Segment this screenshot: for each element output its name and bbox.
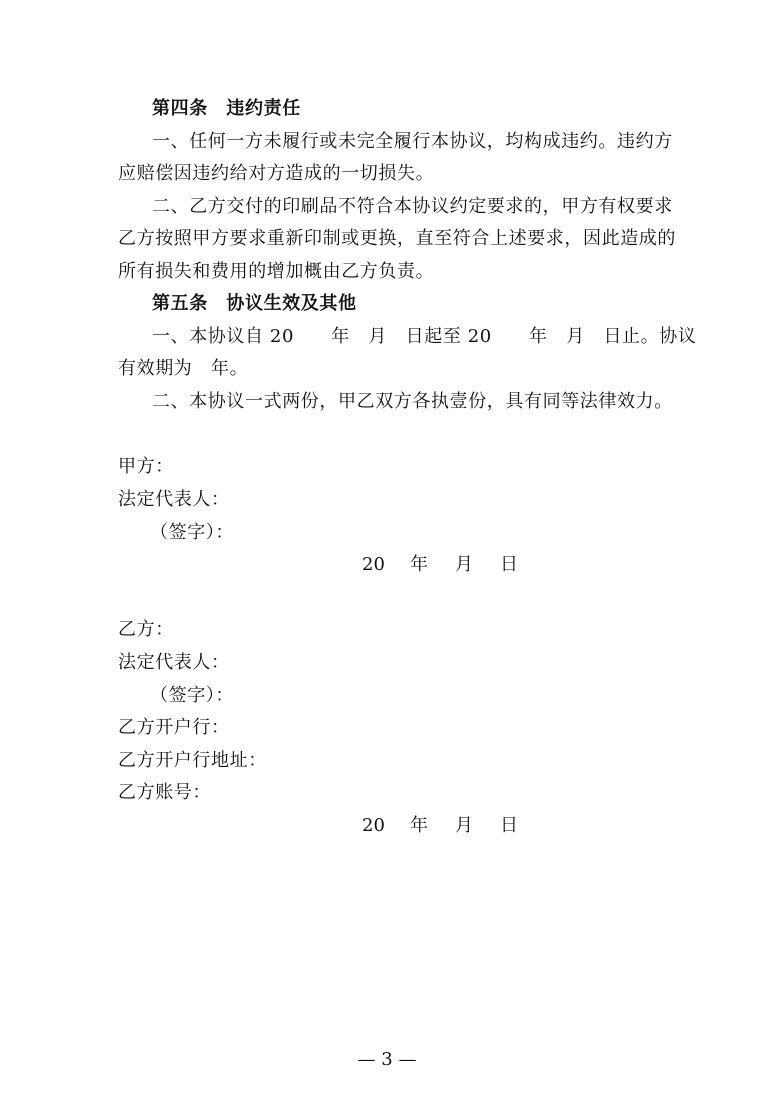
article4-title: 第四条 违约责任 bbox=[152, 98, 301, 119]
article4-p1-line2: 应赔偿因违约给对方造成的一切损失。 bbox=[118, 163, 435, 184]
article5-p2-line1: 二、本协议一式两份，甲乙双方各执壹份，具有同等法律效力。 bbox=[152, 391, 673, 412]
date-b-year: 年 bbox=[410, 815, 428, 836]
party-b-bank-label: 乙方开户行： bbox=[118, 717, 230, 738]
article4-p1-line1: 一、任何一方未履行或未完全履行本协议，均构成违约。违约方 bbox=[152, 131, 673, 152]
date-a-year: 年 bbox=[410, 554, 428, 575]
date-b-year-prefix: 20 bbox=[362, 815, 385, 836]
date-b-day: 日 bbox=[500, 815, 518, 836]
date-a-month: 月 bbox=[455, 554, 473, 575]
party-b-name-label: 乙方： bbox=[118, 619, 174, 640]
party-a-sign-label: （签字）： bbox=[150, 522, 234, 543]
party-b-bank-address-label: 乙方开户行地址： bbox=[118, 750, 267, 771]
date-b-month: 月 bbox=[455, 815, 473, 836]
article5-title: 第五条 协议生效及其他 bbox=[152, 293, 357, 314]
party-a-name-label: 甲方： bbox=[118, 456, 174, 477]
party-b-rep-label: 法定代表人： bbox=[118, 652, 230, 673]
article5-p1-line1: 一、本协议自 20 年 月 日起至 20 年 月 日止。协议 bbox=[152, 326, 697, 347]
article5-p1-line2: 有效期为 年。 bbox=[118, 358, 249, 379]
page-number: — 3 — bbox=[357, 1049, 417, 1070]
party-b-account-label: 乙方账号： bbox=[118, 782, 211, 803]
article4-p2-line2: 乙方按照甲方要求重新印制或更换，直至符合上述要求，因此造成的 bbox=[118, 228, 676, 249]
date-a-day: 日 bbox=[500, 554, 518, 575]
party-a-rep-label: 法定代表人： bbox=[118, 489, 230, 510]
article4-p2-line1: 二、乙方交付的印刷品不符合本协议约定要求的，甲方有权要求 bbox=[152, 196, 673, 217]
article4-p2-line3: 所有损失和费用的增加概由乙方负责。 bbox=[118, 261, 435, 282]
date-a-year-prefix: 20 bbox=[362, 554, 385, 575]
party-b-sign-label: （签字）： bbox=[150, 685, 234, 706]
